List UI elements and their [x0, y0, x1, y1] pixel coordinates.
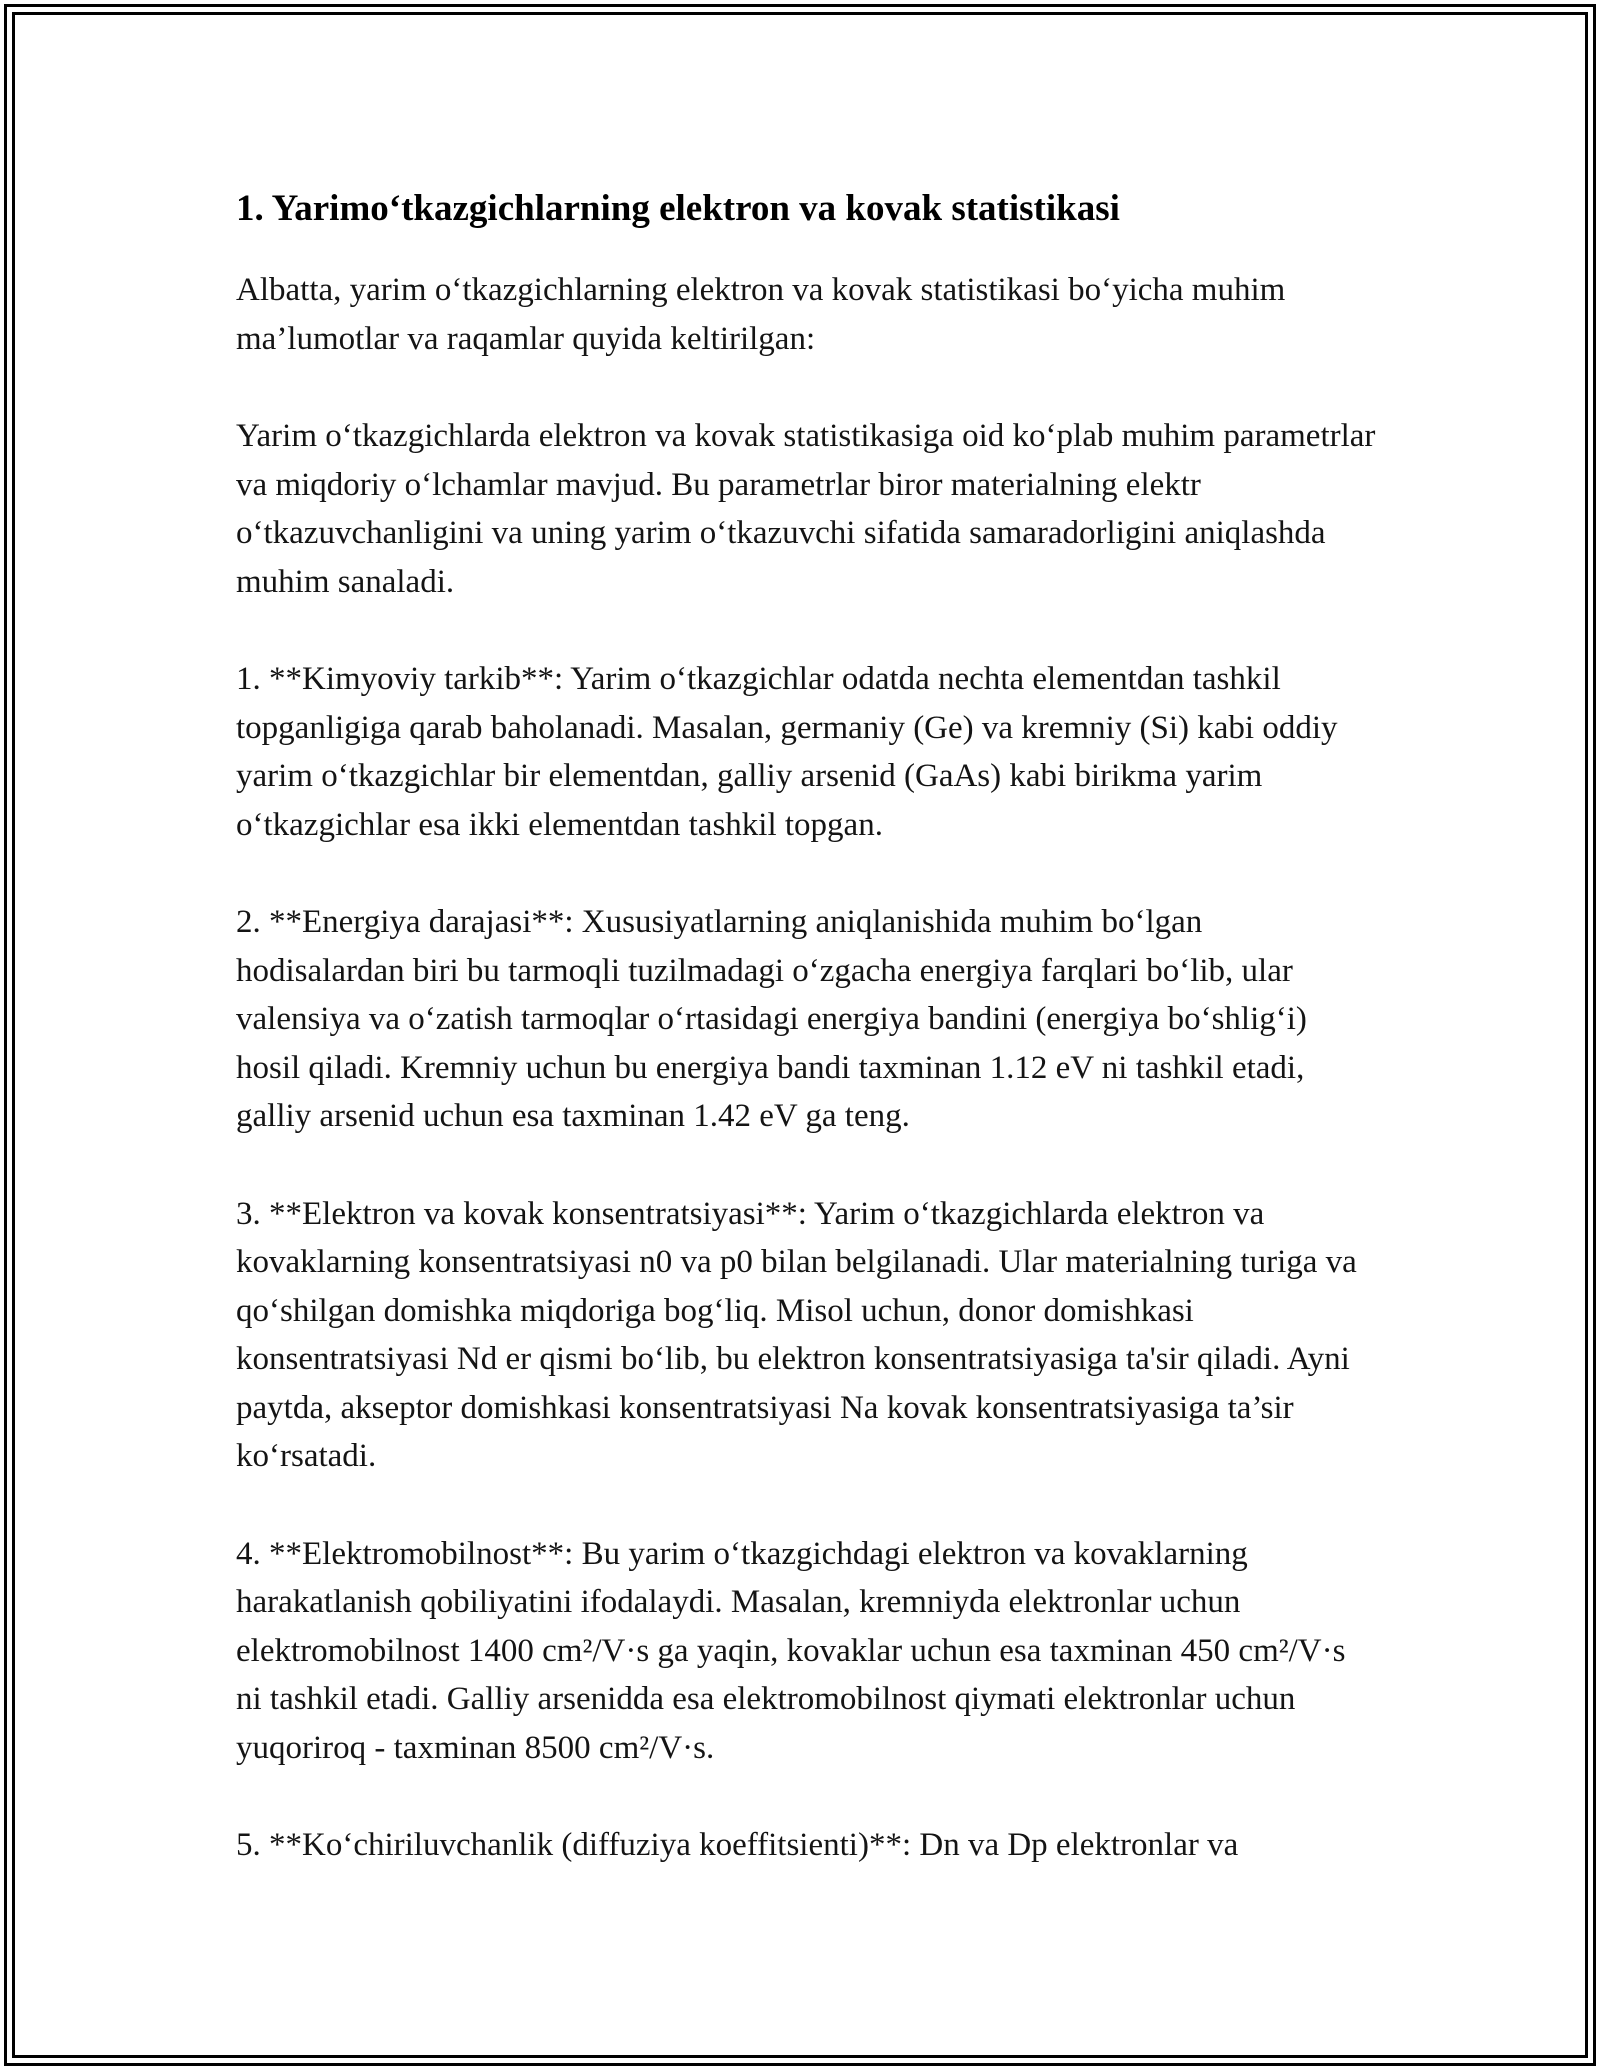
document-title: 1. Yarimo‘tkazgichlarning elektron va kovak statistikasi: [236, 188, 1120, 229]
paragraph-energy-level: 2. **Energiya darajasi**: Xususiyatlarning aniqlanishida muhim bo‘lgan hodisalardan biri bu tarmoqli tuzilmadagi o‘zgacha energiya farqlari bo‘lib, ular valensiya va o‘zatish tarmoqlar o‘rtasidagi energiya bandini (energiya bo‘shlig‘i) hosil qiladi. Kremniy uchun bu energiya bandi taxminan 1.12 eV ni tashkil etadi, galliy arsenid uchun esa taxminan 1.42 eV ga teng.: [236, 904, 1307, 1134]
document-body: [236, 186, 1376, 1919]
paragraph-mobility: 4. **Elektromobilnost**: Bu yarim o‘tkazgichdagi elektron va kovaklarning harakatlanish qobiliyatini ifodalaydi. Masalan, kremniyda elektronlar uchun elektromobilnost 1400 cm²/V·s ga yaqin, kovaklar uchun esa taxminan 450 cm²/V·s ni tashkil etadi. Galliy arsenidda esa elektromobilnost qiymati elektronlar uchun yuqoriroq - taxminan 8500 cm²/V·s.: [236, 1535, 1346, 1766]
paragraph-diffusion: 5. **Ko‘chiriluvchanlik (diffuziya koeffitsienti)**: Dn va Dp elektronlar va: [236, 1827, 1239, 1863]
paragraph-intro: Albatta, yarim o‘tkazgichlarning elektron va kovak statistikasi bo‘yicha muhim ma’lumotlar va raqamlar quyida keltirilgan:: [236, 272, 1286, 357]
paragraph-chemical-composition: 1. **Kimyoviy tarkib**: Yarim o‘tkazgichlar odatda nechta elementdan tashkil topganligiga qarab baholanadi. Masalan, germaniy (Ge) va kremniy (Si) kabi oddiy yarim o‘tkazgichlar bir elementdan, galliy arsenid (GaAs) kabi birikma yarim o‘tkazgichlar esa ikki elementdan tashkil topgan.: [236, 661, 1338, 843]
paragraph-carrier-concentration: 3. **Elektron va kovak konsentratsiyasi**: Yarim o‘tkazgichlarda elektron va kovaklarning konsentratsiyasi n0 va p0 bilan belgilanadi. Ular materialning turiga va qo‘shilgan domishka miqdoriga bog‘liq. Misol uchun, donor domishkasi konsentratsiyasi Nd er qismi bo‘lib, bu elektron konsentratsiyasiga ta'sir qiladi. Ayni paytda, akseptor domishkasi konsentratsiyasi Na kovak konsentratsiyasiga ta’sir ko‘rsatadi.: [236, 1195, 1357, 1474]
paragraph-overview: Yarim o‘tkazgichlarda elektron va kovak statistikasiga oid ko‘plab muhim parametrlar va miqdoriy o‘lchamlar mavjud. Bu parametrlar biror materialning elektr o‘tkazuvchanligini va uning yarim o‘tkazuvchi sifatida samaradorligini aniqlashda muhim sanaladi.: [236, 418, 1376, 600]
